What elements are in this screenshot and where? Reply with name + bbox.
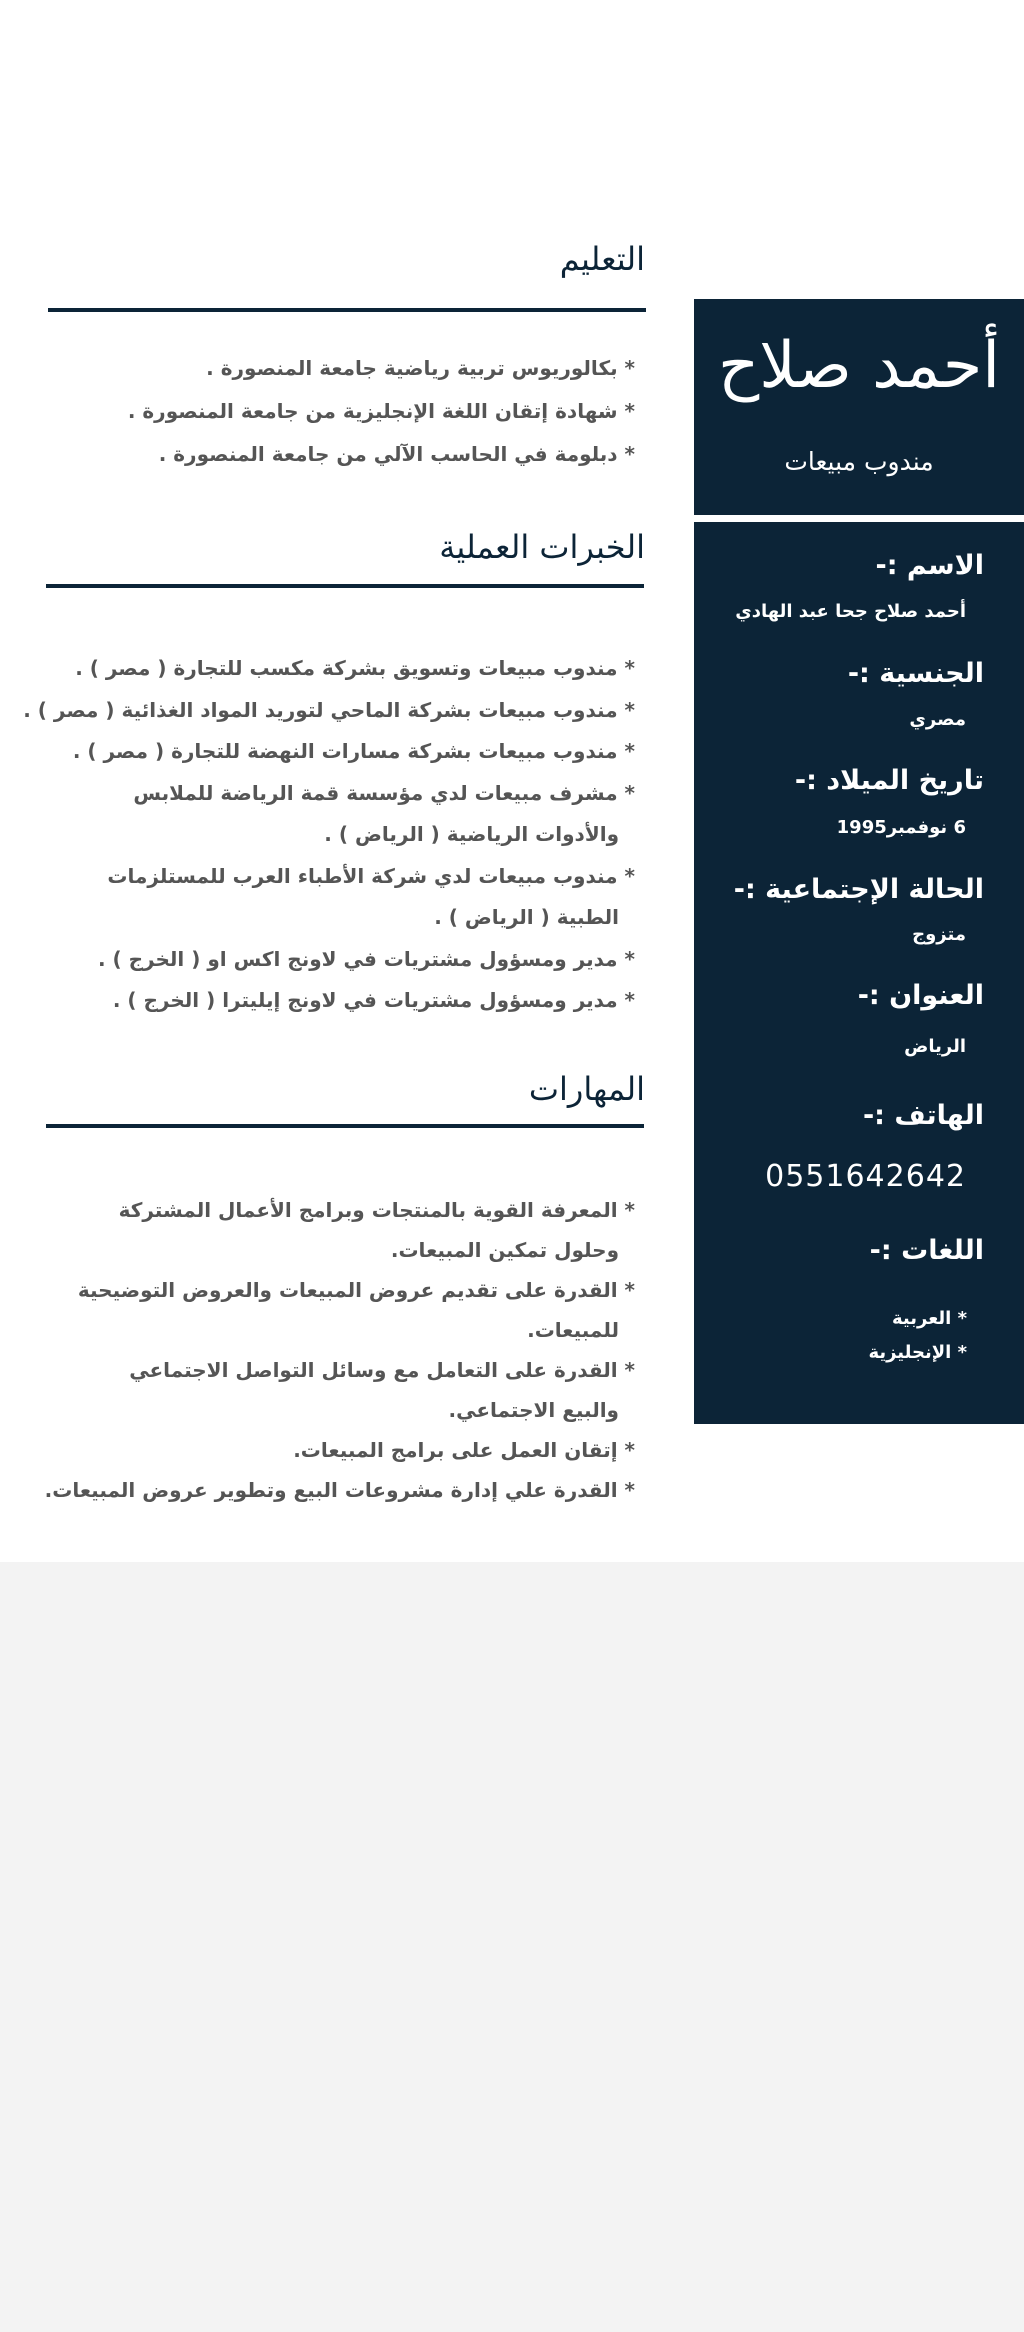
skills-list (45, 1190, 635, 1510)
marital-status-label: الحالة الإجتماعية :- (733, 874, 984, 905)
language-item: * الإنجليزية (868, 1342, 967, 1363)
skill-item: * القدرة على تقديم عروض المبيعات والعروض التوضيحية (77, 1278, 635, 1302)
experience-divider (46, 584, 644, 588)
name-header-box (694, 299, 1024, 515)
language-item: * العربية (892, 1308, 967, 1329)
education-divider (48, 308, 646, 312)
education-item: * دبلومة في الحاسب الآلي من جامعة المنصورة . (158, 442, 635, 466)
experience-list (23, 648, 635, 1022)
education-item: * شهادة إتقان اللغة الإنجليزية من جامعة المنصورة . (127, 399, 635, 423)
experience-title: الخبرات العملية (439, 528, 645, 566)
person-name: أحمد صلاح (717, 329, 1001, 403)
experience-item: * مشرف مبيعات لدي مؤسسة قمة الرياضة للملابس (133, 780, 635, 805)
address-value: الرياض (904, 1036, 966, 1057)
nationality-value: مصري (909, 709, 966, 730)
phone-value: 0551642642 (765, 1159, 966, 1194)
name-label: الاسم :- (875, 550, 984, 581)
skills-divider (46, 1124, 644, 1128)
education-list (128, 347, 635, 476)
birthdate-value: 6 نوفمبر1995 (836, 817, 966, 838)
birthdate-label: تاريخ الميلاد :- (794, 765, 984, 796)
skills-title: المهارات (528, 1070, 645, 1108)
experience-item: * مدير ومسؤول مشتريات في لاونج اكس او ( الخرج ) . (97, 946, 635, 971)
experience-item: * مدير ومسؤول مشتريات في لاونج إيليترا ( الخرج ) . (112, 988, 635, 1012)
phone-label: الهاتف :- (862, 1100, 984, 1131)
skill-item: * المعرفة القوية بالمنتجات وبرامج الأعمال المشتركة (118, 1198, 635, 1222)
name-value: أحمد صلاح جحا عبد الهادي (735, 601, 966, 622)
skill-item-continued: للمبيعات. (527, 1318, 619, 1342)
skill-item: * القدرة علي إدارة مشروعات البيع وتطوير عروض المبيعات. (44, 1478, 635, 1502)
experience-item: * مندوب مبيعات بشركة الماحي لتوريد المواد الغذائية ( مصر ) . (23, 697, 635, 722)
nationality-label: الجنسية :- (847, 658, 984, 689)
education-title: التعليم (559, 240, 645, 278)
education-item: * بكالوريوس تربية رياضية جامعة المنصورة . (206, 356, 635, 380)
experience-item: * مندوب مبيعات وتسويق بشركة مكسب للتجارة ( مصر ) . (75, 656, 635, 680)
experience-item: * مندوب مبيعات بشركة مسارات النهضة للتجارة ( مصر ) . (72, 739, 635, 763)
skill-item-continued: وحلول تمكين المبيعات. (390, 1238, 619, 1262)
marital-status-value: متزوج (912, 924, 966, 945)
skill-item: * إتقان العمل على برامج المبيعات. (293, 1438, 635, 1462)
experience-item: * مندوب مبيعات لدي شركة الأطباء العرب للمستلزمات (107, 863, 635, 888)
job-title: مندوب مبيعات (784, 447, 934, 476)
languages-list (868, 1302, 967, 1370)
experience-item-continued: والأدوات الرياضية ( الرياض ) . (324, 822, 619, 846)
personal-info-panel (694, 522, 1024, 1424)
languages-label: اللغات :- (869, 1235, 984, 1266)
experience-item-continued: الطبية ( الرياض ) . (434, 905, 619, 929)
skill-item-continued: والبيع الاجتماعي. (448, 1398, 619, 1422)
address-label: العنوان :- (857, 980, 984, 1011)
skill-item: * القدرة على التعامل مع وسائل التواصل الاجتماعي (129, 1358, 635, 1382)
